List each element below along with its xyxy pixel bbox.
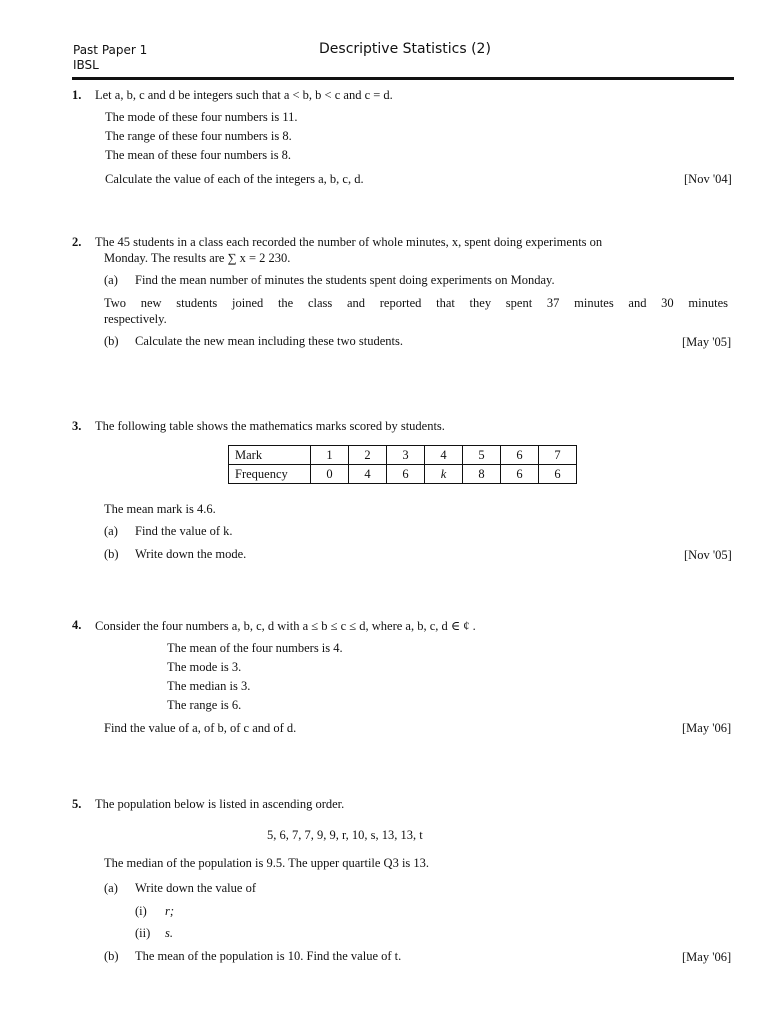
table-cell: k <box>425 465 463 484</box>
q3-part-b-label: (b) <box>104 547 119 561</box>
q5-part-b-text: The mean of the population is 10. Find the value of t. <box>135 949 402 963</box>
q5-reference: [May '06] <box>682 950 732 964</box>
q5-part-a-i-text: r; <box>165 904 175 918</box>
marks-frequency-table <box>228 445 577 484</box>
q5-part-a-ii-label: (ii) <box>135 926 151 940</box>
table-cell: 5 <box>463 446 501 465</box>
q5-median-quartile-info: The median of the population is 9.5. The upper quartile Q3 is 13. <box>104 856 430 870</box>
table-cell: 6 <box>387 465 425 484</box>
q2-middle-line2: respectively. <box>104 312 167 326</box>
table-cell: 7 <box>539 446 577 465</box>
header-school-label: IBSL <box>73 58 99 72</box>
q5-part-a-label: (a) <box>104 881 118 895</box>
q1-number: 1. <box>72 88 82 102</box>
table-row-label-frequency: Frequency <box>229 465 311 484</box>
q3-reference: [Nov '05] <box>684 548 732 562</box>
q4-reference: [May '06] <box>682 721 732 735</box>
q3-part-a-label: (a) <box>104 524 118 538</box>
q5-part-a-ii-text: s. <box>165 926 173 940</box>
q1-task: Calculate the value of each of the integers a, b, c, d. <box>105 172 364 186</box>
q4-number: 4. <box>72 618 82 632</box>
q2-reference: [May '05] <box>682 335 732 349</box>
q4-stem: Consider the four numbers a, b, c, d with a ≤ b ≤ c ≤ d, where a, b, c, d ∈ ¢ . <box>95 619 476 633</box>
header-rule <box>72 77 734 80</box>
q5-population-list: 5, 6, 7, 7, 9, 9, r, 10, s, 13, 13, t <box>267 828 423 842</box>
q3-mean-statement: The mean mark is 4.6. <box>104 502 216 516</box>
q2-stem-line1: The 45 students in a class each recorded the number of whole minutes, x, spent doing experiments on <box>95 235 603 249</box>
q2-part-a-text: Find the mean number of minutes the students spent doing experiments on Monday. <box>135 273 555 287</box>
q1-stem: Let a, b, c and d be integers such that a < b, b < c and c = d. <box>95 88 393 102</box>
q3-part-a-text: Find the value of k. <box>135 524 233 538</box>
q5-stem: The population below is listed in ascending order. <box>95 797 345 811</box>
table-cell: 8 <box>463 465 501 484</box>
q5-part-a-text: Write down the value of <box>135 881 256 895</box>
q5-number: 5. <box>72 797 82 811</box>
q4-task: Find the value of a, of b, of c and of d. <box>104 721 297 735</box>
q4-mean-line: The mean of the four numbers is 4. <box>167 641 343 655</box>
table-row <box>229 465 577 484</box>
table-cell: 6 <box>501 465 539 484</box>
table-cell: 2 <box>349 446 387 465</box>
page-title: Descriptive Statistics (2) <box>319 41 491 57</box>
header-paper-label: Past Paper 1 <box>73 43 148 57</box>
q1-mean-line: The mean of these four numbers is 8. <box>105 148 292 162</box>
q1-range-line: The range of these four numbers is 8. <box>105 129 292 143</box>
q5-part-a-i-label: (i) <box>135 904 147 918</box>
table-cell: 0 <box>311 465 349 484</box>
q2-part-a-label: (a) <box>104 273 118 287</box>
table-cell: 4 <box>349 465 387 484</box>
q4-mode-line: The mode is 3. <box>167 660 242 674</box>
q3-number: 3. <box>72 419 82 433</box>
table-cell: 4 <box>425 446 463 465</box>
q2-part-b-text: Calculate the new mean including these two students. <box>135 334 403 348</box>
q4-range-line: The range is 6. <box>167 698 242 712</box>
table-cell: 6 <box>501 446 539 465</box>
table-row <box>229 446 577 465</box>
q3-part-b-text: Write down the mode. <box>135 547 247 561</box>
table-cell: 6 <box>539 465 577 484</box>
q4-median-line: The median is 3. <box>167 679 251 693</box>
q2-number: 2. <box>72 235 82 249</box>
q5-part-b-label: (b) <box>104 949 119 963</box>
table-cell: 3 <box>387 446 425 465</box>
q2-middle-line1: Two new students joined the class and reported that they spent 37 minutes and 30 minutes <box>104 296 728 310</box>
table-row-label-mark: Mark <box>229 446 311 465</box>
q2-part-b-label: (b) <box>104 334 119 348</box>
q1-reference: [Nov '04] <box>684 172 732 186</box>
q3-stem: The following table shows the mathematics marks scored by students. <box>95 419 445 433</box>
q2-stem-line2: Monday. The results are ∑ x = 2 230. <box>104 251 291 265</box>
table-cell: 1 <box>311 446 349 465</box>
q1-mode-line: The mode of these four numbers is 11. <box>105 110 298 124</box>
